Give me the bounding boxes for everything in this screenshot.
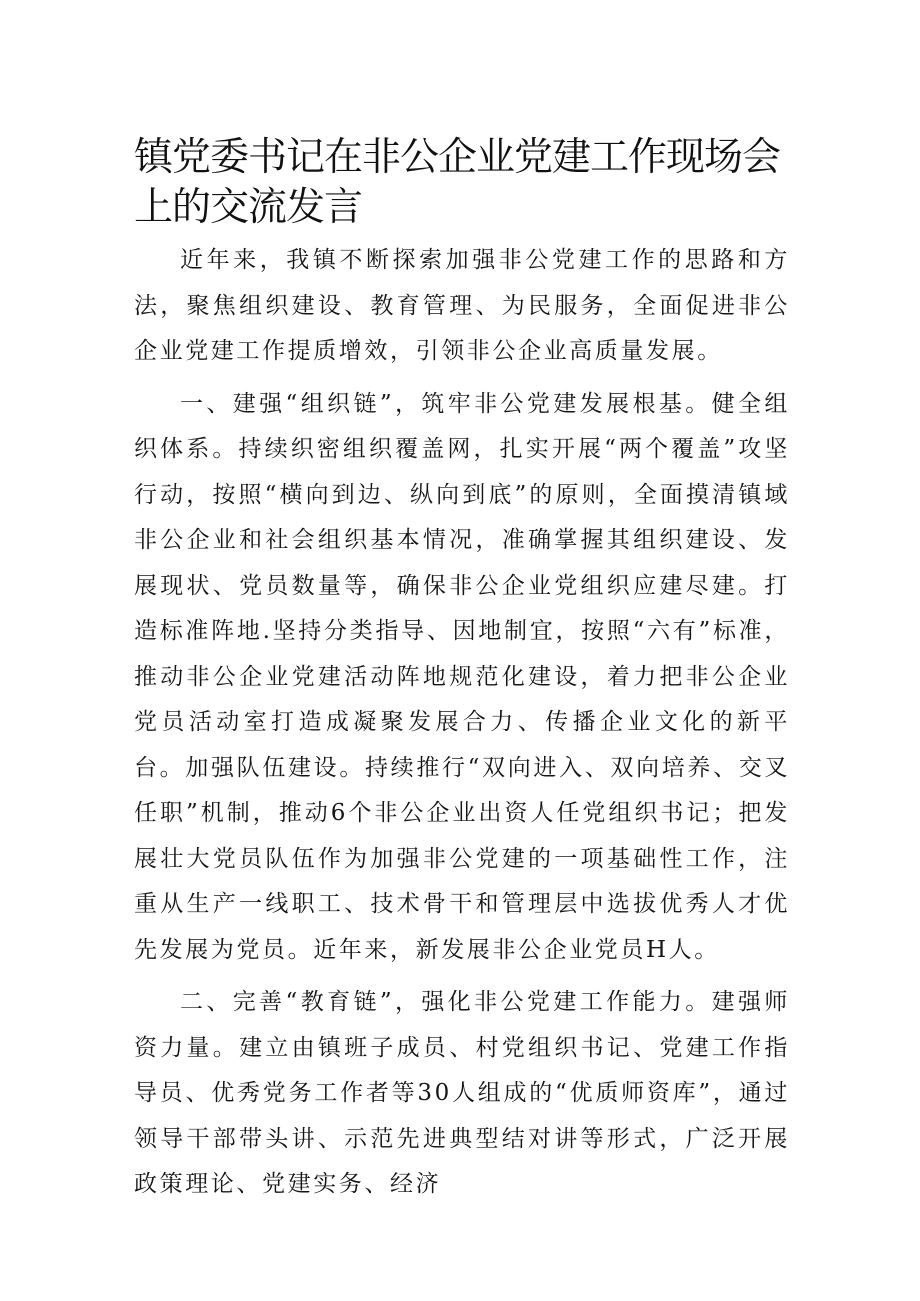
document-body [134,238,790,1215]
document-title: 镇党委书记在非公企业党建工作现场会上的交流发言 [134,135,781,230]
paragraph-intro: 近年来，我镇不断探索加强非公党建工作的思路和方法，聚焦组织建设、教育管理、为民服务，全面促进非公企业党建工作提质增效，引领非公企业高质量发展。 [134,247,790,364]
paragraph-education-chain: 二、完善“教育链”，强化非公党建工作能力。建强师资力量。建立由镇班子成员、村党组织书记、党建工作指导员、优秀党务工作者等30人组成的“优质师资库”，通过领导干部带头讲、示范先进典型结对讲等形式，广泛开展政策理论、党建实务、经济 [134,989,790,1197]
paragraph-organization-chain: 一、建强“组织链”，筑牢非公党建发展根基。健全组织体系。持续织密组织覆盖网，扎实开展“两个覆盖”攻坚行动，按照“横向到边、纵向到底”的原则，全面摸清镇域非公企业和社会组织基本情况，准确掌握其组织建设、发展现状、党员数量等，确保非公企业党组织应建尽建。打造标准阵地.坚持分类指导、因地制宜，按照“六有”标准，推动非公企业党建活动阵地规范化建设，着力把非公企业党员活动室打造成凝聚发展合力、传播企业文化的新平台。加强队伍建设。持续推行“双向进入、双向培养、交叉任职”机制，推动6个非公企业出资人任党组织书记；把发展壮大党员队伍作为加强非公党建的一项基础性工作，注重从生产一线职工、技术骨干和管理层中选拔优秀人才优先发展为党员。近年来，新发展非公企业党员H人。 [134,390,790,963]
